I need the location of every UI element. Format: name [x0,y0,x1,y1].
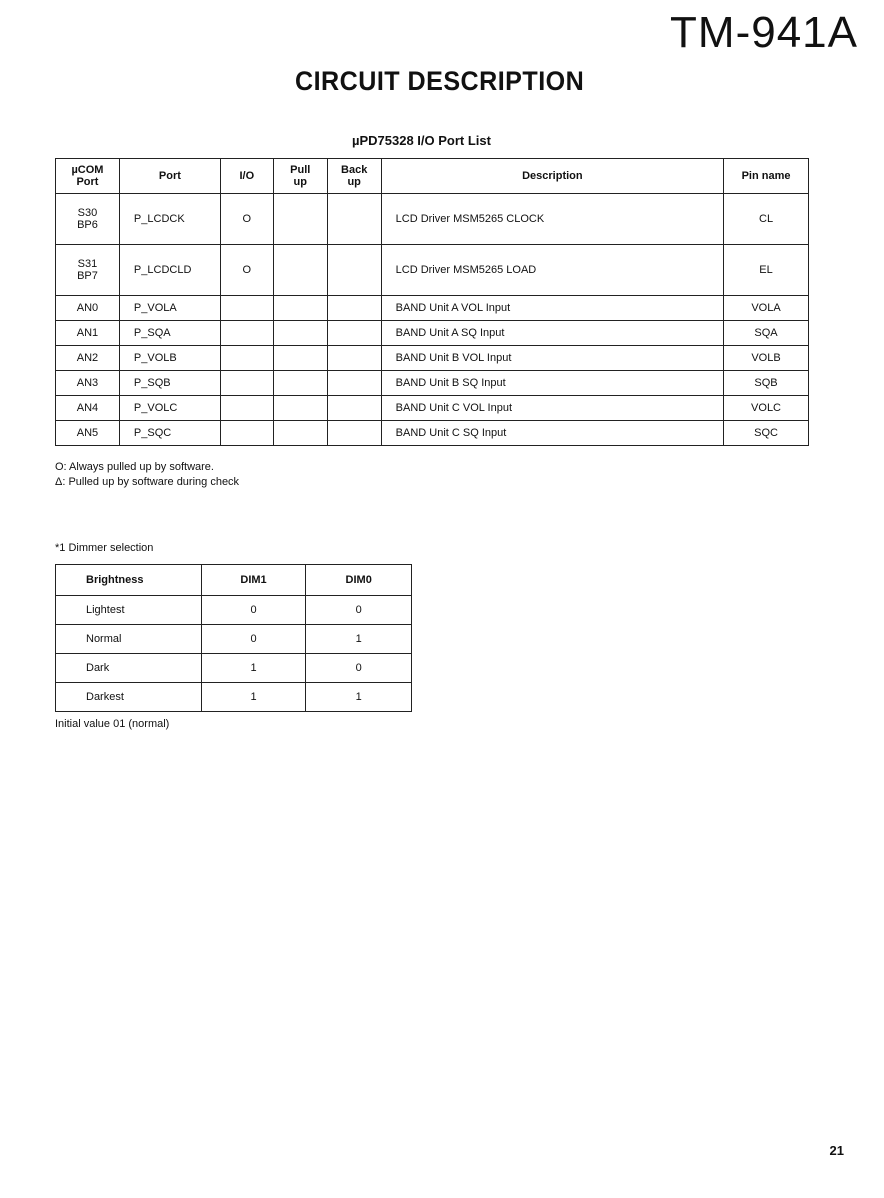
table-cell: BAND Unit B SQ Input [381,371,723,396]
table-cell: P_SQC [119,421,220,446]
table-row [56,654,412,683]
table-cell: CL [724,194,809,245]
header-dim1: DIM1 [201,565,306,596]
table-cell: 0 [201,625,306,654]
table-cell [327,371,381,396]
table-row [56,683,412,712]
table-cell: P_LCDCK [119,194,220,245]
table-title: µPD75328 I/O Port List [352,133,491,148]
table-cell: AN2 [56,346,120,371]
notes [55,460,239,490]
table-row [56,625,412,654]
table-cell: 1 [306,625,412,654]
table-row [56,245,809,296]
table-cell: EL [724,245,809,296]
initial-value-note: Initial value 01 (normal) [55,718,170,730]
table-cell [327,245,381,296]
page-number: 21 [829,1143,844,1158]
table-cell [220,321,273,346]
table-cell: 0 [306,596,412,625]
table-row [56,421,809,446]
table-cell: AN1 [56,321,120,346]
table-cell: VOLB [724,346,809,371]
table-cell: Normal [56,625,202,654]
table-cell: SQB [724,371,809,396]
table-row [56,296,809,321]
table-cell: BAND Unit C VOL Input [381,396,723,421]
table-cell: P_VOLA [119,296,220,321]
header-dim0: DIM0 [306,565,412,596]
header-back-up: Back up [327,159,381,194]
table-cell: LCD Driver MSM5265 LOAD [381,245,723,296]
table-cell [327,346,381,371]
table-cell: O [220,245,273,296]
io-port-table [55,158,809,446]
header-description: Description [381,159,723,194]
table-cell: BAND Unit A VOL Input [381,296,723,321]
table-cell: LCD Driver MSM5265 CLOCK [381,194,723,245]
header-brightness: Brightness [56,565,202,596]
table-cell: AN0 [56,296,120,321]
table-cell: VOLC [724,396,809,421]
table-cell [220,296,273,321]
table-row [56,346,809,371]
header-ucom-port: µCOM Port [56,159,120,194]
table-header-row [56,565,412,596]
table-cell: BAND Unit C SQ Input [381,421,723,446]
table-cell [327,321,381,346]
header-pull-up: Pull up [273,159,327,194]
table-cell [273,194,327,245]
table-cell: P_VOLB [119,346,220,371]
header-pin-name: Pin name [724,159,809,194]
table-cell: AN4 [56,396,120,421]
table-cell: 0 [201,596,306,625]
dimmer-table [55,564,412,712]
table-cell [220,346,273,371]
table-cell: BAND Unit A SQ Input [381,321,723,346]
note-line: O: Always pulled up by software. [55,461,214,473]
table-cell: Lightest [56,596,202,625]
table-cell: S30 BP6 [56,194,120,245]
table-cell: VOLA [724,296,809,321]
table-cell: Dark [56,654,202,683]
table-cell [220,421,273,446]
table-row [56,321,809,346]
table-cell [327,396,381,421]
table-header-row [56,159,809,194]
page-title: CIRCUIT DESCRIPTION [295,66,585,96]
table-cell: P_SQB [119,371,220,396]
table-cell: AN3 [56,371,120,396]
table-cell: AN5 [56,421,120,446]
header-port: Port [119,159,220,194]
table-cell [273,296,327,321]
table-row [56,396,809,421]
table-cell [220,396,273,421]
table-cell: P_LCDCLD [119,245,220,296]
table-row [56,371,809,396]
table-row [56,194,809,245]
table-cell: P_SQA [119,321,220,346]
table-cell: 1 [201,683,306,712]
table-cell [327,421,381,446]
table-cell: S31 BP7 [56,245,120,296]
note-line: Δ: Pulled up by software during check [55,476,240,488]
table-row [56,596,412,625]
table-cell: 0 [306,654,412,683]
table-cell: SQA [724,321,809,346]
table-cell: P_VOLC [119,396,220,421]
table-cell: Darkest [56,683,202,712]
table-cell [273,346,327,371]
table-cell [273,321,327,346]
table-cell: 1 [306,683,412,712]
table-cell [327,194,381,245]
table-cell [273,421,327,446]
table-cell [327,296,381,321]
header-io: I/O [220,159,273,194]
dimmer-title: *1 Dimmer selection [55,542,154,554]
model-number: TM-941A [670,8,858,57]
table-cell [273,245,327,296]
table-cell [273,371,327,396]
table-cell: SQC [724,421,809,446]
table-cell: BAND Unit B VOL Input [381,346,723,371]
table-cell: 1 [201,654,306,683]
table-cell [220,371,273,396]
table-cell: O [220,194,273,245]
table-cell [273,396,327,421]
